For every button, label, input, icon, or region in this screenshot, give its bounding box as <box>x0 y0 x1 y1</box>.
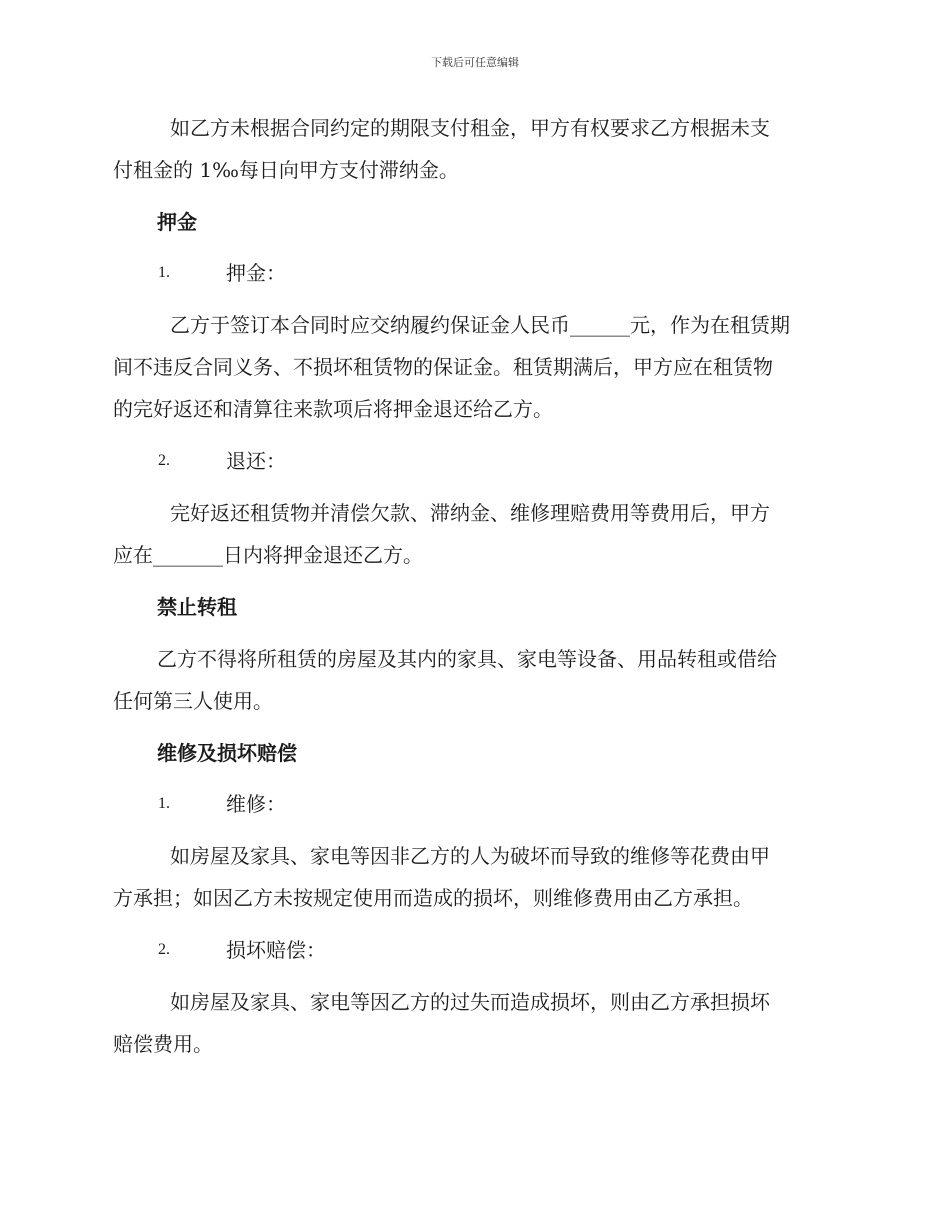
sublease-line-1: 乙方不得将所租赁的房屋及其内的家具、家电等设备、用品转租或借给 <box>157 647 777 671</box>
deposit-item-1-number: 1. <box>158 264 170 281</box>
repair-item-2-number: 2. <box>158 941 170 958</box>
deposit-item-2-line-1: 完好返还租赁物并清偿欠款、滞纳金、维修理赔费用等费用后，甲方 <box>170 501 770 525</box>
deposit-item-1-line-1: 乙方于签订本合同时应交纳履约保证金人民币______元，作为在租赁期 <box>170 313 790 337</box>
deposit-item-1-line-3: 的完好返还和清算往来款项后将押金退还给乙方。 <box>113 397 553 421</box>
deposit-item-1-label: 押金： <box>226 261 286 285</box>
repair-item-2-label: 损坏赔偿： <box>226 938 326 962</box>
sublease-heading: 禁止转租 <box>157 595 237 619</box>
repair-item-1-line-2: 方承担；如因乙方未按规定使用而造成的损坏，则维修费用由乙方承担。 <box>113 886 753 910</box>
repair-item-1-number: 1. <box>158 795 170 812</box>
deposit-item-2-number: 2. <box>158 452 170 469</box>
late-fee-line-2: 付租金的 1‰每日向甲方支付滞纳金。 <box>113 158 459 182</box>
repair-item-2-line-2: 赔偿费用。 <box>113 1032 213 1056</box>
deposit-item-2-line-2: 应在_______日内将押金退还乙方。 <box>113 543 423 567</box>
late-fee-line-1: 如乙方未根据合同约定的期限支付租金，甲方有权要求乙方根据未支 <box>170 116 770 140</box>
repair-item-2-line-1: 如房屋及家具、家电等因乙方的过失而造成损坏，则由乙方承担损坏 <box>170 990 770 1014</box>
repair-heading: 维修及损坏赔偿 <box>157 741 297 765</box>
repair-item-1-label: 维修： <box>226 792 286 816</box>
page-header: 下载后可任意编辑 <box>431 56 519 69</box>
deposit-item-2-label: 退还： <box>226 449 286 473</box>
repair-item-1-line-1: 如房屋及家具、家电等因非乙方的人为破坏而导致的维修等花费由甲 <box>170 844 770 868</box>
deposit-heading: 押金 <box>157 210 197 234</box>
deposit-item-1-line-2: 间不违反合同义务、不损坏租赁物的保证金。租赁期满后，甲方应在租赁物 <box>113 355 773 379</box>
sublease-line-2: 任何第三人使用。 <box>113 689 273 713</box>
